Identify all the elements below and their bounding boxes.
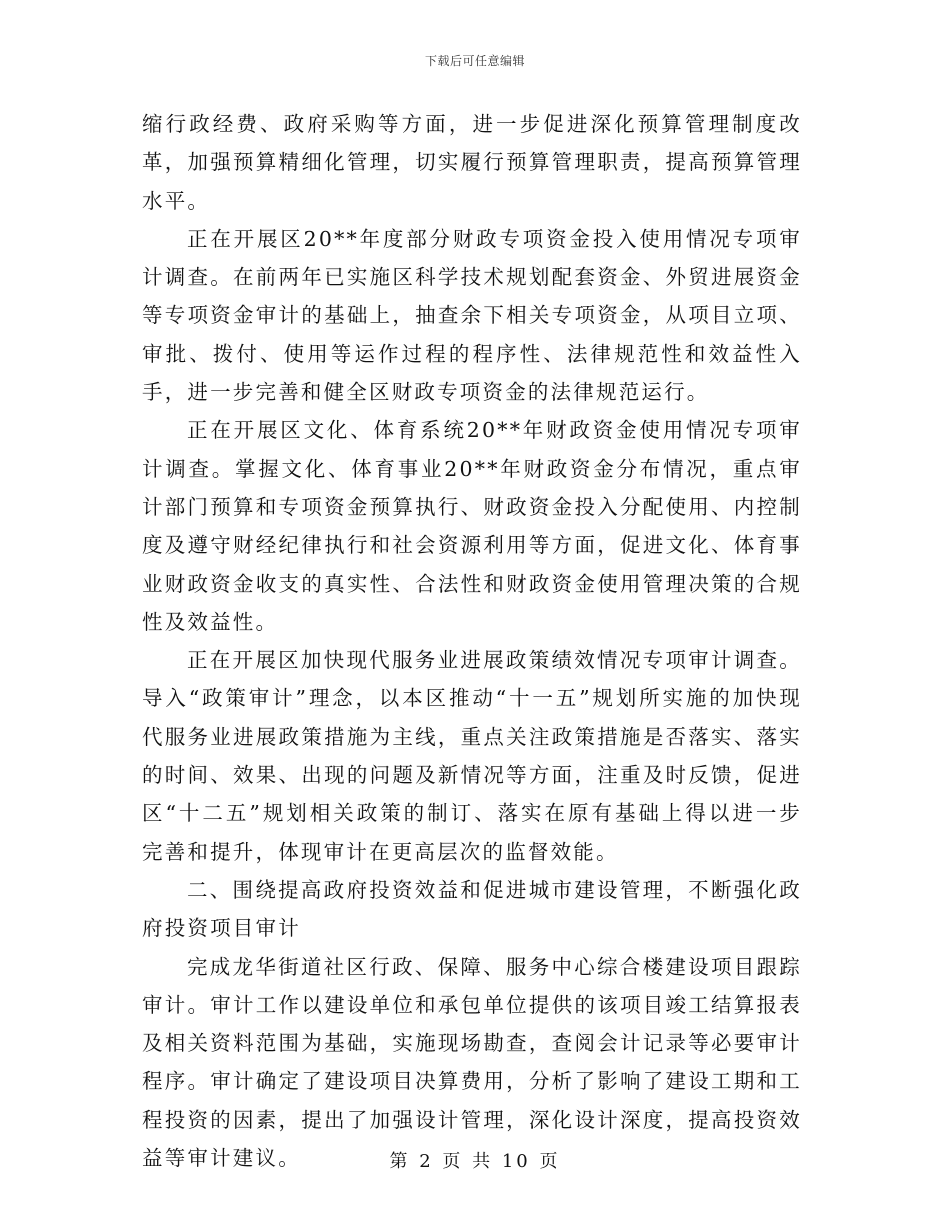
section-heading: 二、围绕提高政府投资效益和促进城市建设管理，不断强化政府投资项目审计 (142, 877, 802, 941)
paragraph-2: 正在开展区20**年度部分财政专项资金投入使用情况专项审计调查。在前两年已实施区科学技术规划配套资金、外贸进展资金等专项资金审计的基础上，抽查余下相关专项资金，从项目立项、审批、拨付、使用等运作过程的程序性、法律规范性和效益性入手，进一步完善和健全区财政专项资金的法律规范运行。 (142, 226, 802, 405)
paragraph-4: 正在开展区加快现代服务业进展政策绩效情况专项审计调查。导入“政策审计”理念，以本区推动“十一五”规划所实施的加快现代服务业进展政策措施为主线，重点关注政策措施是否落实、落实的时间、效果、出现的问题及新情况等方面，注重及时反馈，促进区“十二五”规划相关政策的制订、落实在原有基础上得以进一步完善和提升，体现审计在更高层次的监督效能。 (142, 648, 802, 864)
page-number: 第 2 页 共 10 页 (389, 1151, 561, 1172)
document-body (142, 105, 802, 1177)
paragraph-3: 正在开展区文化、体育系统20**年财政资金使用情况专项审计调查。掌握文化、体育事业20**年财政资金分布情况，重点审计部门预算和专项资金预算执行、财政资金投入分配使用、内控制度及遵守财经纪律执行和社会资源利用等方面，促进文化、体育事业财政资金收支的真实性、合法性和财政资金使用管理决策的合规性及效益性。 (142, 418, 802, 634)
paragraph-1: 缩行政经费、政府采购等方面，进一步促进深化预算管理制度改革，加强预算精细化管理，切实履行预算管理职责，提高预算管理水平。 (142, 112, 802, 213)
paragraph-5: 完成龙华街道社区行政、保障、服务中心综合楼建设项目跟踪审计。审计工作以建设单位和承包单位提供的该项目竣工结算报表及相关资料范围为基础，实施现场勘查，查阅会计记录等必要审计程序。审计确定了建设项目决算费用，分析了影响了建设工期和工程投资的因素，提出了加强设计管理，深化设计深度，提高投资效益等审计建议。 (142, 954, 802, 1171)
page-header: 下载后可任意编辑 (424, 54, 525, 68)
